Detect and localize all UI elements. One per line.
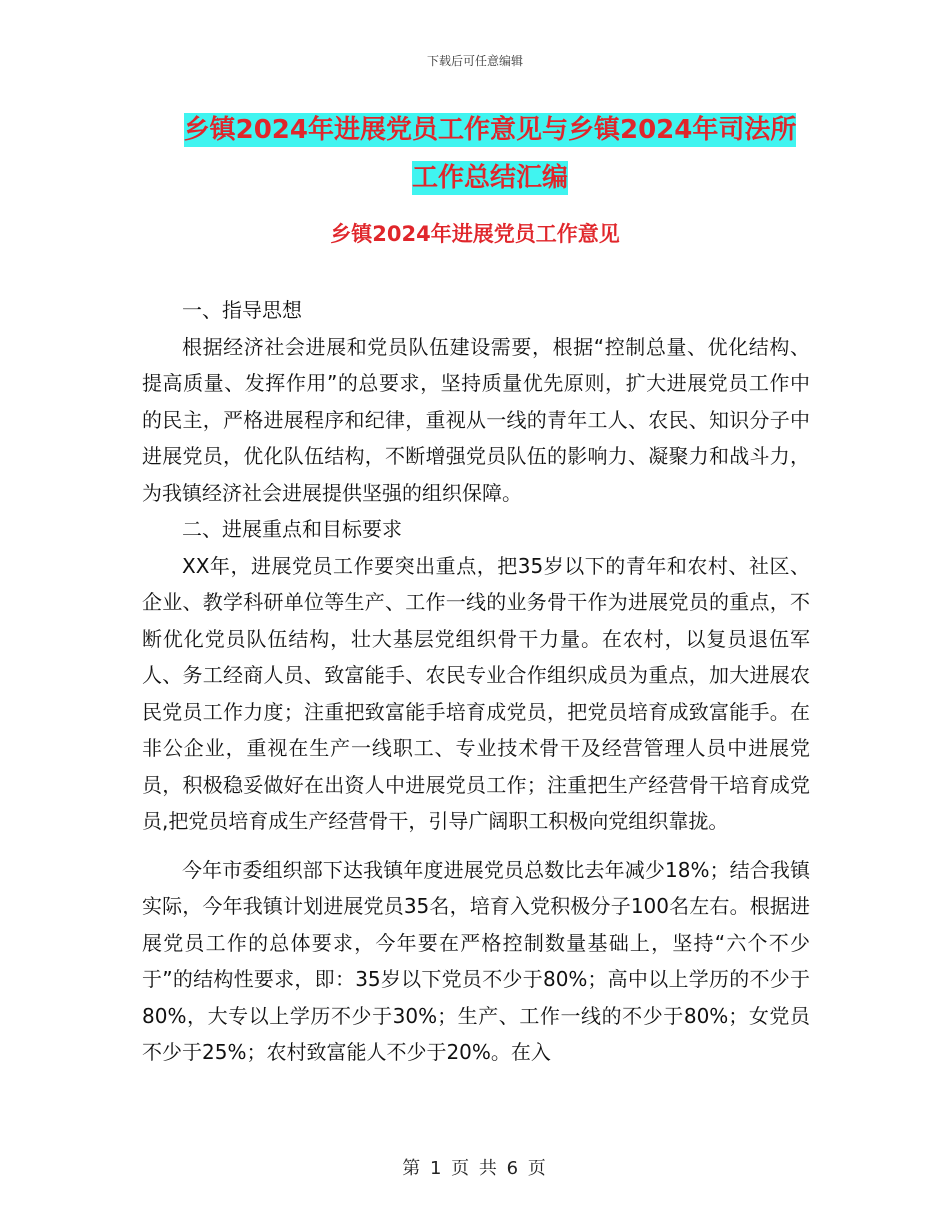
document-body [142, 292, 810, 1071]
heading-guiding-thought: 一、指导思想 [182, 298, 302, 322]
paragraph: 今年市委组织部下达我镇年度进展党员总数比去年减少18%；结合我镇实际，今年我镇计划进展党员35名，培育入党积极分子100名左右。根据进展党员工作的总体要求，今年要在严格控制数量基础上，坚持“六个不少于”的结构性要求，即：35岁以下党员不少于80%；高中以上学历的不少于80%，大专以上学历不少于30%；生产、工作一线的不少于80%；女党员不少于25%；农村致富能人不少于20%。在入 [142, 857, 810, 1064]
paragraph: XX年，进展党员工作要突出重点，把35岁以下的青年和农村、社区、企业、教学科研单位等生产、工作一线的业务骨干作为进展党员的重点，不断优化党员队伍结构，壮大基层党组织骨干力量。在农村，以复员退伍军人、务工经商人员、致富能手、农民专业合作组织成员为重点，加大进展农民党员工作力度；注重把致富能手培育成党员，把党员培育成致富能手。在非公企业，重视在生产一线职工、专业技术骨干及经营管理人员中进展党员，积极稳妥做好在出资人中进展党员工作；注重把生产经营骨干培育成党员,把党员培育成生产经营骨干，引导广阔职工积极向党组织靠拢。 [142, 553, 810, 833]
heading-focus-and-goals: 二、进展重点和目标要求 [182, 517, 402, 541]
document-title-line-1: 乡镇2024年进展党员工作意见与乡镇2024年司法所 [183, 115, 797, 145]
page-footer: 第 1 页 共 6 页 [402, 1158, 548, 1179]
document-title-line-2: 工作总结汇编 [411, 163, 568, 193]
paragraph: 根据经济社会进展和党员队伍建设需要，根据“控制总量、优化结构、提高质量、发挥作用”的总要求，坚持质量优先原则，扩大进展党员工作中的民主，严格进展程序和纪律，重视从一线的青年工人、农民、知识分子中进展党员，优化队伍结构，不断增强党员队伍的影响力、凝聚力和战斗力，为我镇经济社会进展提供坚强的组织保障。 [142, 334, 810, 505]
document-title [140, 106, 840, 202]
section-title: 乡镇2024年进展党员工作意见 [330, 222, 620, 246]
header-note: 下载后可任意编辑 [426, 54, 523, 68]
